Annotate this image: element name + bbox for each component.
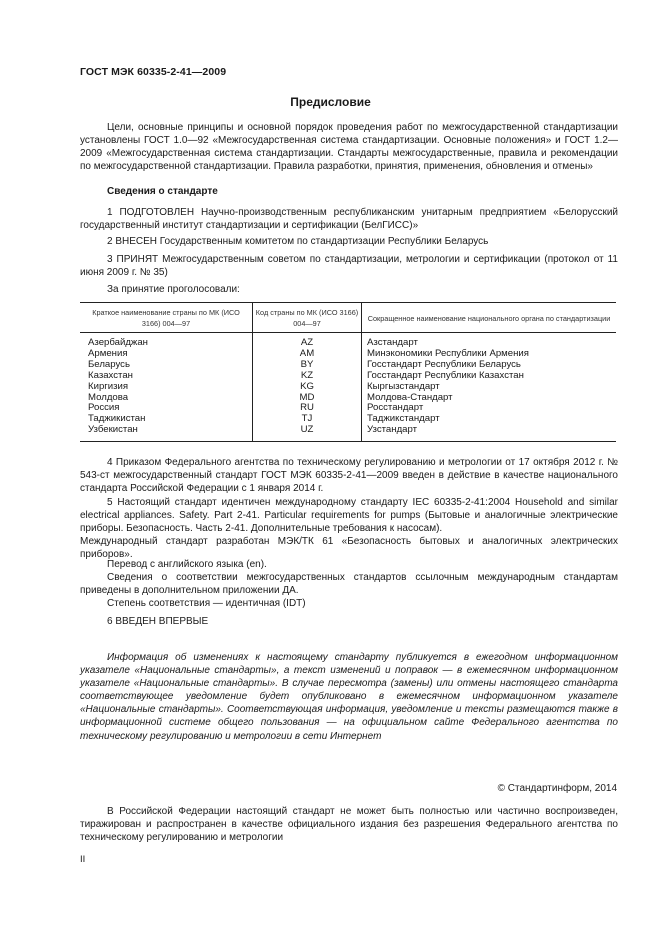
page-number: II xyxy=(80,854,86,865)
code-cell: AZ xyxy=(253,333,362,349)
country-cell: Таджикистан xyxy=(88,413,146,425)
code-cell: TJ xyxy=(253,414,362,425)
table-header-row xyxy=(80,303,616,333)
body-cell: Росстандарт xyxy=(362,403,617,414)
country-cell: Казахстан xyxy=(88,369,133,381)
table-row xyxy=(80,403,616,414)
copyright-notice: © Стандартинформ, 2014 xyxy=(497,783,617,794)
country-cell: Беларусь xyxy=(88,358,130,370)
info-notice: Информация об изменениях к настоящему стандарту публикуется в ежегодном информационном указателе «Национальные стандарты», а текст изменений и поправок — в ежемесячном информационном указателе «Национальные стандарты». В случае пересмотра (замены) или отмены настоящего стандарта соответствующее уведомление будет опубликовано в ежемесячном информационном указателе «Национальные стандарты». Соответствующая информация, уведомление и тексты размещаются также в информационной системе общего пользования — на официальном сайте Федерального агентства по техническому регулированию и метрологии в сети Интернет xyxy=(80,652,618,742)
table-header-country: Краткое наименование страны по МК (ИСО 3166) 004—97 xyxy=(80,303,253,333)
item-5-identity: 5 Настоящий стандарт идентичен международному стандарту IEC 60335-2-41:2004 Household and similar electrical appliances. Safety. Part 2-41. Particular requirements for pumps (Бытовые и аналогичные электрические приборы. Безопасность. Часть 2-41. Дополнительные требования к насосам). xyxy=(80,497,618,535)
body-cell: Госстандарт Республики Казахстан xyxy=(362,371,617,382)
body-cell: Минэкономики Республики Армения xyxy=(362,349,617,360)
reproduction-restriction: В Российской Федерации настоящий стандарт не может быть полностью или частично воспроизведен, тиражирован и распространен в качестве официального издания без разрешения Федерального агентства по техническому регулированию и метрологии xyxy=(80,806,618,844)
section-subheading: Сведения о стандарте xyxy=(107,186,218,197)
table-row xyxy=(80,371,616,382)
document-header: ГОСТ МЭК 60335-2-41—2009 xyxy=(80,66,227,78)
intro-paragraph: Цели, основные принципы и основной порядок проведения работ по межгосударственной стандартизации установлены ГОСТ 1.0—92 «Межгосударственная система стандартизации. Основные положения» и ГОСТ 1.2—2009 «Межгосударственная система стандартизации. Стандарты межгосударственные, правила и рекомендации по межгосударственной стандартизации. Правила разработки, принятия, применения, обновления и отмены» xyxy=(80,122,618,173)
body-cell: Узстандарт xyxy=(362,425,617,441)
body-cell: Молдова-Стандарт xyxy=(362,393,617,404)
code-cell: BY xyxy=(253,360,362,371)
country-cell: Азербайджан xyxy=(88,337,148,348)
table-row xyxy=(80,349,616,360)
item-6-first-introduced: 6 ВВЕДЕН ВПЕРВЫЕ xyxy=(107,616,209,627)
item-2-submitted: 2 ВНЕСЕН Государственным комитетом по стандартизации Республики Беларусь xyxy=(107,236,489,247)
item-5-degree: Степень соответствия — идентичная (IDT) xyxy=(107,598,306,609)
table-row xyxy=(80,360,616,371)
item-5-references: Сведения о соответствии межгосударственных стандартов ссылочным международным стандартам приведены в дополнительном приложении ДА. xyxy=(80,572,618,597)
item-4-enactment: 4 Приказом Федерального агентства по техническому регулированию и метрологии от 17 октября 2012 г. № 543-ст межгосударственный стандарт ГОСТ МЭК 60335-2-41—2009 введен в действие в качестве национального стандарта Российской Федерации с 1 января 2014 г. xyxy=(80,457,618,495)
code-cell: AM xyxy=(253,349,362,360)
body-cell: Азстандарт xyxy=(362,333,617,349)
country-cell: Россия xyxy=(88,402,120,414)
voted-label: За принятие проголосовали: xyxy=(107,284,240,295)
item-3-adopted: 3 ПРИНЯТ Межгосударственным советом по стандартизации, метрологии и сертификации (протокол от 11 июня 2009 г. № 35) xyxy=(80,254,618,279)
country-cell: Узбекистан xyxy=(88,424,138,436)
page-title: Предисловие xyxy=(290,95,371,109)
table-row xyxy=(80,333,616,349)
body-cell: Таджикстандарт xyxy=(362,414,617,425)
country-cell: Молдова xyxy=(88,391,129,403)
table-header-body: Сокращенное наименование национального органа по стандартизации xyxy=(362,303,617,333)
item-5-language: Перевод с английского языка (en). xyxy=(107,559,267,570)
table-row xyxy=(80,414,616,425)
code-cell: KZ xyxy=(253,371,362,382)
code-cell: MD xyxy=(253,393,362,404)
table-row xyxy=(80,393,616,404)
table-row xyxy=(80,425,616,441)
country-cell: Киргизия xyxy=(88,380,129,392)
country-cell: Армения xyxy=(88,347,128,359)
table-row xyxy=(80,382,616,393)
body-cell: Кыргызстандарт xyxy=(362,382,617,393)
code-cell: RU xyxy=(253,403,362,414)
voting-table xyxy=(80,302,616,442)
item-1-prepared: 1 ПОДГОТОВЛЕН Научно-производственным республиканским унитарным предприятием «Белорусский государственный институт стандартизации и сертификации (БелГИСС)» xyxy=(80,207,618,232)
body-cell: Госстандарт Республики Беларусь xyxy=(362,360,617,371)
item-5-developer: Международный стандарт разработан МЭК/ТК 61 «Безопасность бытовых и аналогичных электрических приборов». xyxy=(80,536,618,561)
code-cell: UZ xyxy=(253,425,362,441)
table-header-code: Код страны по МК (ИСО 3166) 004—97 xyxy=(253,303,362,333)
code-cell: KG xyxy=(253,382,362,393)
